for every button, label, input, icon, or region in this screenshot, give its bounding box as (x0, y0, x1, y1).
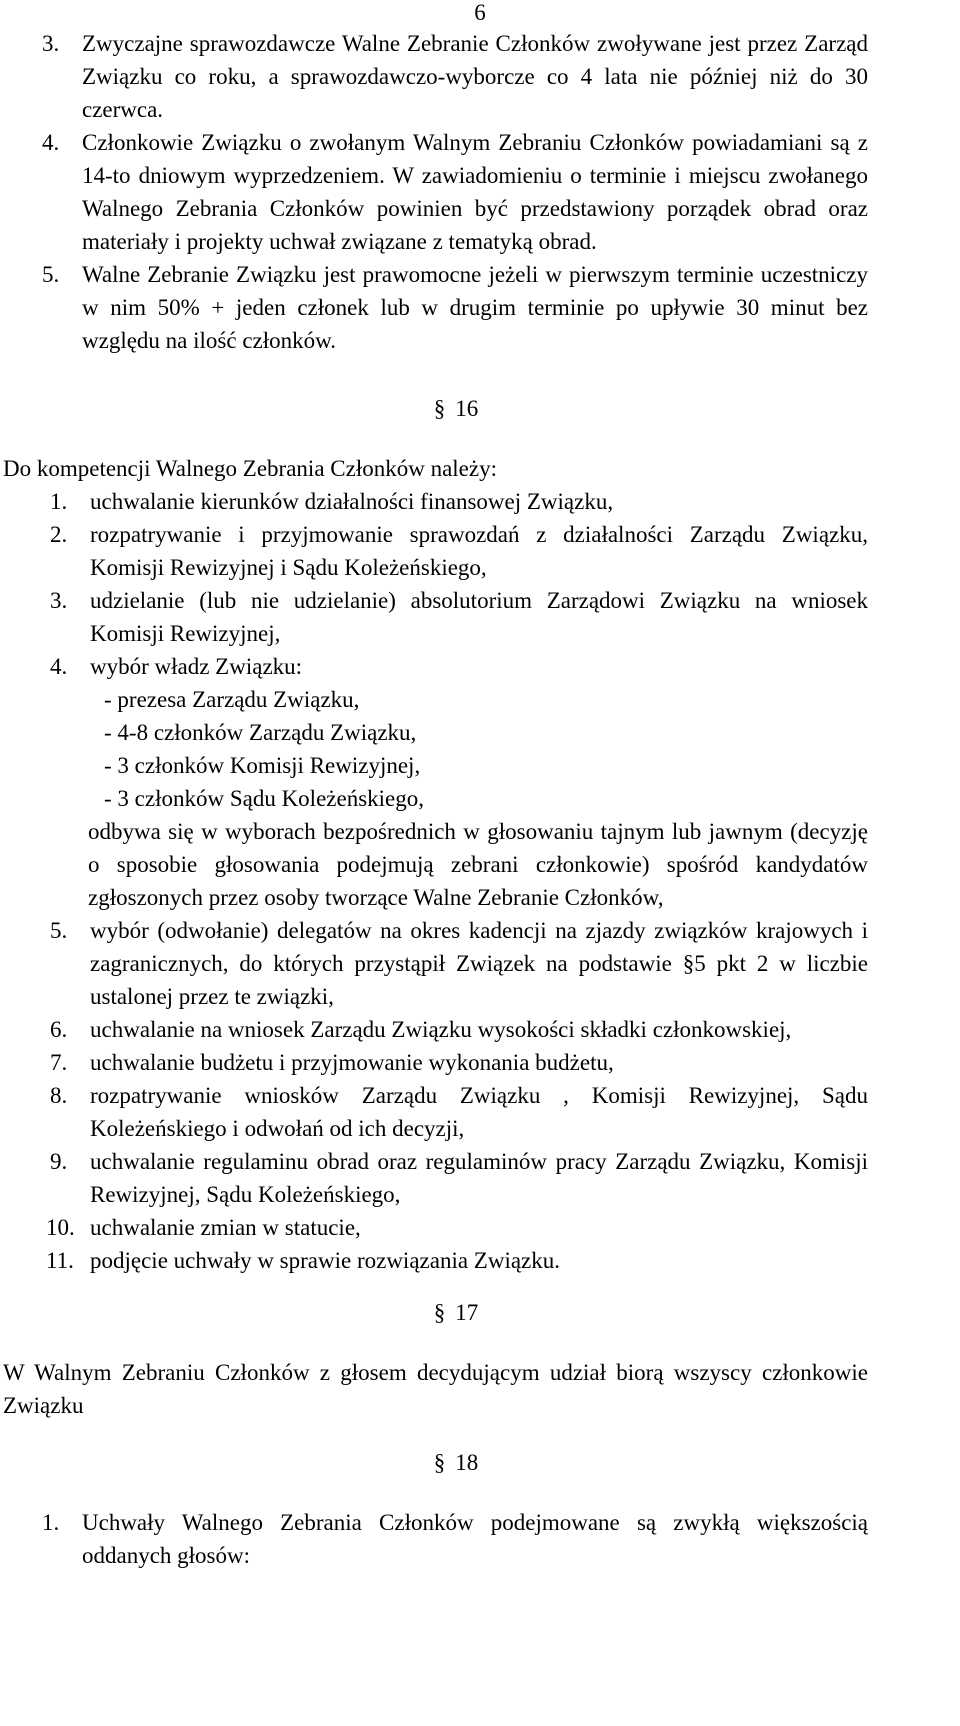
sub-list-item: - 3 członków Komisji Rewizyjnej, (104, 753, 421, 778)
s18-items-list (42, 1506, 868, 1572)
list-item-text: wybór władz Związku: (90, 654, 303, 679)
list-item-number: 1. (50, 489, 68, 514)
list-item-text: uchwalanie regulaminu obrad oraz regulaminów pracy Zarządu Związku, Komisji Rewizyjnej, Sądu Koleżeńskiego, (90, 1149, 868, 1207)
list-item (50, 1145, 868, 1211)
section-symbol: § (433, 1300, 446, 1325)
list-item-number: 8. (50, 1083, 68, 1108)
section-heading-16 (400, 392, 512, 425)
list-item (50, 1046, 868, 1079)
s16-items-list (46, 485, 868, 1277)
list-item (50, 914, 868, 1013)
list-item-text: uchwalanie zmian w statucie, (90, 1215, 361, 1240)
section-symbol: § (433, 1450, 446, 1475)
list-item-number: 2. (50, 522, 68, 547)
section-heading-18 (400, 1446, 512, 1479)
sub-list-item: - prezesa Zarządu Związku, (104, 687, 360, 712)
list-item (46, 1211, 868, 1244)
list-item-number: 1. (42, 1510, 60, 1535)
list-item-number: 6. (50, 1017, 68, 1042)
list-item (42, 258, 868, 357)
sub-list (50, 683, 868, 815)
list-item (42, 1506, 868, 1572)
list-item (42, 126, 868, 258)
sub-list-item: - 3 członków Sądu Koleżeńskiego, (104, 786, 425, 811)
list-item-number: 10. (46, 1215, 75, 1240)
list-item-number: 4. (42, 130, 60, 155)
list-item-text: Zwyczajne sprawozdawcze Walne Zebranie Członków zwoływane jest przez Zarząd Związku co roku, a sprawozdawczo-wyborcze co 4 lata nie później niż do 30 czerwca. (82, 31, 868, 122)
list-item (50, 485, 868, 518)
list-item-text: rozpatrywanie i przyjmowanie sprawozdań z działalności Zarządu Związku, Komisji Rewizyjnej i Sądu Koleżeńskiego, (90, 522, 868, 580)
list-item-text: Walne Zebranie Związku jest prawomocne jeżeli w pierwszym terminie uczestniczy w nim 50% + jeden członek lub w drugim terminie po upływie 30 minut bez względu na ilość członków. (82, 262, 868, 353)
list-item-number: 7. (50, 1050, 68, 1075)
sub-list-item: - 4-8 członków Zarządu Związku, (104, 720, 417, 745)
list-item-number: 5. (42, 262, 60, 287)
list-item-number: 3. (50, 588, 68, 613)
list-item-number: 9. (50, 1149, 68, 1174)
top-items-list (42, 27, 868, 357)
list-item-text: uchwalanie budżetu i przyjmowanie wykonania budżetu, (90, 1050, 614, 1075)
section-number: 17 (455, 1300, 479, 1325)
list-item (50, 584, 868, 650)
s17-text: W Walnym Zebraniu Członków z głosem decydującym udział biorą wszyscy członkowie Związku (3, 1360, 868, 1418)
list-item (50, 518, 868, 584)
list-item-number: 5. (50, 918, 68, 943)
list-item-text: uchwalanie kierunków działalności finansowej Związku, (90, 489, 614, 514)
section-number: 16 (455, 396, 479, 421)
list-item-number: 3. (42, 31, 60, 56)
list-item (50, 1013, 868, 1046)
list-item-number: 11. (46, 1248, 74, 1273)
list-item (50, 1079, 868, 1145)
list-item-text: podjęcie uchwały w sprawie rozwiązania Związku. (90, 1248, 561, 1273)
list-item-text: Uchwały Walnego Zebrania Członków podejmowane są zwykłą większością oddanych głosów: (82, 1510, 868, 1568)
list-item-number: 4. (50, 654, 68, 679)
s16-intro: Do kompetencji Walnego Zebrania Członków należy: (3, 456, 497, 481)
section-number: 18 (455, 1450, 479, 1475)
list-item-text: wybór (odwołanie) delegatów na okres kadencji na zjazdy związków krajowych i zagranicznych, do których przystąpił Związek na podstawie §5 pkt 2 w liczbie ustalonej przez te związki, (90, 918, 868, 1009)
section-symbol: § (433, 396, 446, 421)
list-item-text: rozpatrywanie wniosków Zarządu Związku , Komisji Rewizyjnej, Sądu Koleżeńskiego i odwołań od ich decyzji, (90, 1083, 868, 1141)
list-item (50, 650, 868, 683)
list-item (46, 1244, 868, 1277)
list-item (42, 27, 868, 126)
list-item-text: udzielanie (lub nie udzielanie) absolutorium Zarządowi Związku na wniosek Komisji Rewizyjnej, (90, 588, 868, 646)
list-item-text: Członkowie Związku o zwołanym Walnym Zebraniu Członków powiadamiani są z 14-to dniowym wyprzedzeniem. W zawiadomieniu o terminie i miejscu zwołanego Walnego Zebrania Członków powinien być przedstawiony porządek obrad oraz materiały i projekty uchwał związane z tematyką obrad. (82, 130, 868, 254)
page-number: 6 (474, 0, 486, 25)
section-heading-17 (400, 1296, 512, 1329)
election-note: odbywa się w wyborach bezpośrednich w głosowaniu tajnym lub jawnym (decyzję o sposobie głosowania podejmują zebrani członkowie) spośród kandydatów zgłoszonych przez osoby tworzące Walne Zebranie Członków, (88, 819, 868, 910)
list-item-text: uchwalanie na wniosek Zarządu Związku wysokości składki członkowskiej, (90, 1017, 792, 1042)
